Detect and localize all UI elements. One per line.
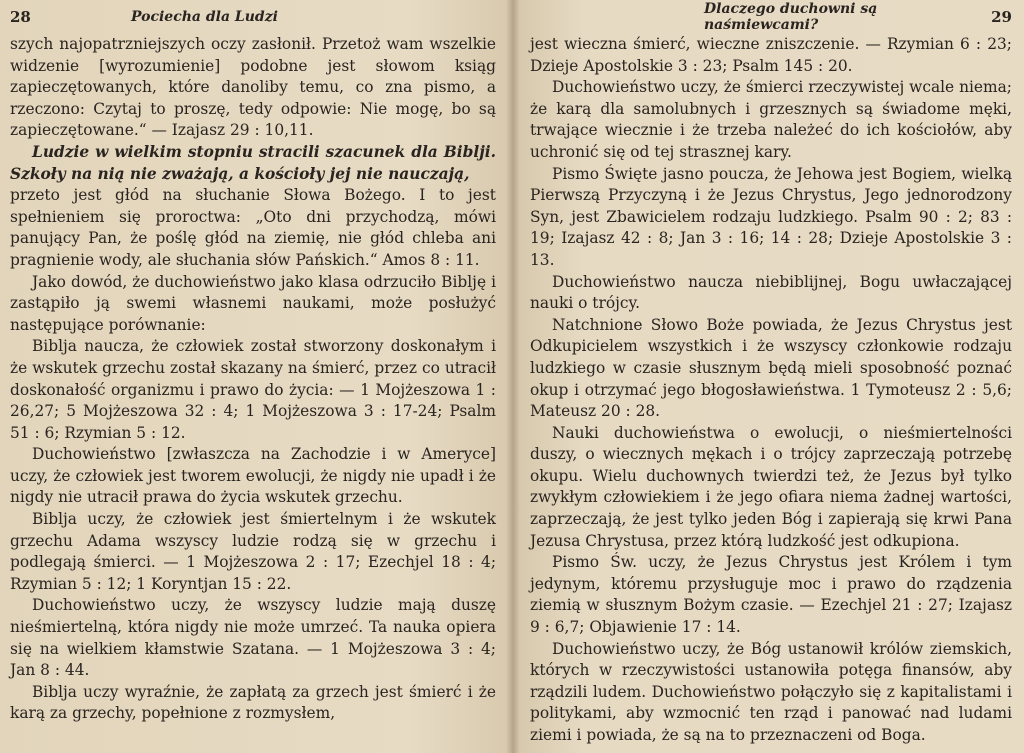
right-page-number: 29: [991, 8, 1012, 26]
paragraph: Biblja uczy, że człowiek jest śmiertelnym i że wskutek grzechu Adama wszyscy ludzie rodzą się w grzechu i podlegają śmierci. — 1 Mojżeszowa 2 : 17; Ezechjel 18 : 4; Rzymian 5 : 12; 1 Koryntjan 15 : 22.: [10, 510, 496, 593]
paragraph: jest wieczna śmierć, wieczne zniszczenie. — Rzymian 6 : 23; Dzieje Apostolskie 3 : 23; Psalm 145 : 20.: [530, 35, 1012, 75]
paragraph: Jako dowód, że duchowieństwo jako klasa odrzuciło Biblję i zastąpiło ją swemi własnemi naukami, może posłużyć następujące porównanie:: [10, 272, 496, 334]
paragraph: Biblja naucza, że człowiek został stworzony doskonałym i że wskutek grzechu został skazany na śmierć, przez co utracił doskonałość organizmu i prawo do życia: — 1 Mojżeszowa 1 : 26,27; 5 Mojżeszowa 32 : 4; 1 Mojżeszowa 3 : 17-24; Psalm 51 : 6; Rzymian 5 : 12.: [10, 337, 496, 442]
paragraph-emphasis: Ludzie w wielkim stopniu stracili szacunek dla Biblji. Szkoły na nią nie zważają, a kościoły jej nie nauczają,: [10, 142, 496, 183]
paragraph: Duchowieństwo naucza niebiblijnej, Bogu uwłaczającej nauki o trójcy.: [530, 272, 1012, 313]
right-running-title: Dlaczego duchowni są naśmiewcami?: [704, 1, 878, 33]
left-page-number: 28: [10, 8, 31, 26]
left-page-text: [10, 34, 496, 725]
paragraph: Biblja uczy wyraźnie, że zapłatą za grzech jest śmierć i że karą za grzechy, popełnione z rozmysłem,: [10, 682, 496, 723]
left-running-title: Pociecha dla Ludzi: [130, 9, 278, 25]
paragraph: Duchowieństwo uczy, że śmierci rzeczywistej wcale niema; że karą dla samolubnych i grzesznych są świadome męki, trwające wiecznie i że trzeba należeć do ich kościołów, aby uchronić się od tej strasznej kary.: [530, 78, 1012, 161]
paragraph: Pismo Św. uczy, że Jezus Chrystus jest Królem i tym jedynym, któremu przysługuje moc i prawo do rządzenia ziemią w słusznym Bożym czasie. — Ezechjel 21 : 27; Izajasz 9 : 6,7; Objawienie 17 : 14.: [530, 553, 1012, 637]
book-gutter-shadow: [506, 0, 520, 753]
right-page-text: [530, 34, 1012, 747]
paragraph: przeto jest głód na słuchanie Słowa Bożego. I to jest spełnieniem się proroctwa: „Oto dni przychodzą, mówi panujący Pan, że poślę głód na ziemię, nie głód chleba ani pragnienie wody, ale słuchania słów Pańskich.“ Amos 8 : 11.: [10, 186, 496, 269]
right-page: [512, 0, 1024, 753]
paragraph: szych najopatrzniejszych oczy zasłonił. Przetoż wam wszelkie widzenie [wyrozumienie] podobne jest słowom ksiąg zapieczętowanych, które danoliby temu, co zna pismo, a rzeczono: Czytaj to proszę, tedy odpowie: Nie mogę, bo są zapieczętowane.“ — Izajasz 29 : 10,11.: [10, 35, 496, 140]
right-page-header: [530, 0, 1012, 34]
paragraph: Duchowieństwo uczy, że Bóg ustanowił królów ziemskich, których w rzeczywistości ustanowiła potęga finansów, aby rządzili ludem. Duchowieństwo połączyło się z kapitalistami i politykami, aby wzmocnić ten rząd i panować nad ludami ziemi i powiada, że są na to przeznaczeni od Boga.: [530, 639, 1012, 744]
paragraph: Duchowieństwo uczy, że wszyscy ludzie mają duszę nieśmiertelną, która nigdy nie może umrzeć. Ta nauka opiera się na wielkiem kłamstwie Szatana. — 1 Mojżeszowa 3 : 4; Jan 8 : 44.: [10, 596, 496, 680]
paragraph: Pismo Święte jasno poucza, że Jehowa jest Bogiem, wielką Pierwszą Przyczyną i że Jezus Chrystus, Jego jednorodzony Syn, jest Zbawicielem rodzaju ludzkiego. Psalm 90 : 2; 83 : 19; Izajasz 42 : 8; Jan 3 : 16; 14 : 28; Dzieje Apostolskie 3 : 13.: [530, 164, 1012, 269]
left-page-header: [10, 0, 496, 34]
paragraph: Duchowieństwo [zwłaszcza na Zachodzie i w Ameryce] uczy, że człowiek jest tworem ewolucji, że nigdy nie upadł i że nigdy nie utracił prawa do życia wskutek grzechu.: [10, 445, 496, 507]
paragraph: Natchnione Słowo Boże powiada, że Jezus Chrystus jest Odkupicielem wszystkich i że wszyscy członkowie rodzaju ludzkiego w czasie słusznym będą mieli sposobność poznać okup i otrzymać jego błogosławieństwa. 1 Tymoteusz 2 : 5,6; Mateusz 20 : 28.: [530, 315, 1012, 421]
paragraph: Nauki duchowieństwa o ewolucji, o nieśmiertelności duszy, o wiecznych mękach i o trójcy zaprzeczają potrzebę okupu. Wielu duchownych twierdzi też, że Jezus był tylko zwykłym człowiekiem i że jego ofiara niema żadnej wartości, zaprzeczają, że jest tylko jeden Bóg i zapierają się krwi Pana Jezusa Chrystusa, przez którą ludzkość jest odkupiona.: [530, 423, 1012, 550]
